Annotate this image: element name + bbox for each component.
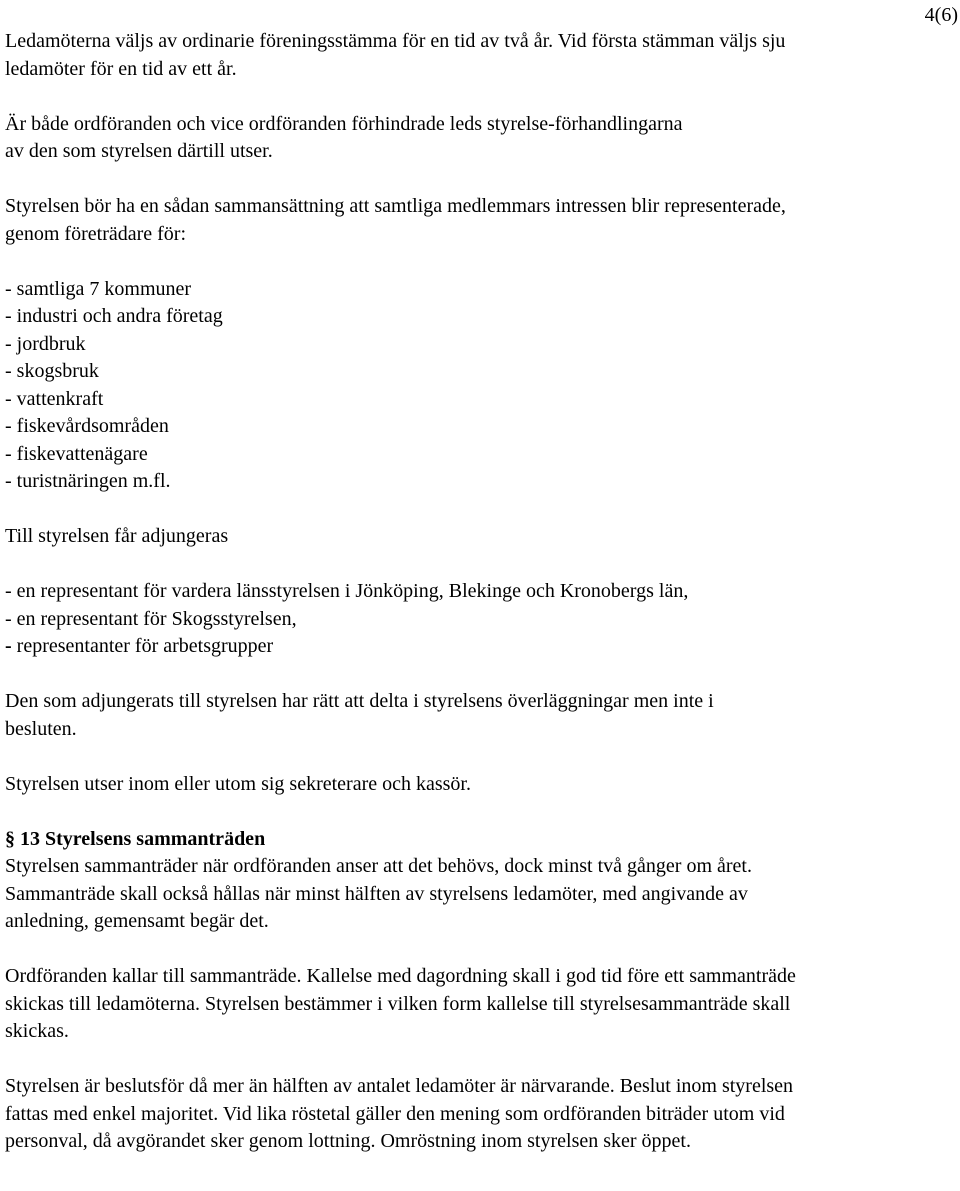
list-item: - fiskevattenägare bbox=[5, 442, 148, 465]
paragraph-adjunct-intro: Till styrelsen får adjungeras bbox=[5, 525, 229, 547]
page-number: 4(6) bbox=[924, 4, 958, 26]
list-item: - industri och andra företag bbox=[5, 305, 223, 327]
adjunct-item: - en representant för Skogsstyrelsen, bbox=[5, 607, 297, 630]
list-item: - fiskevårdsområden bbox=[5, 415, 169, 437]
section-13 bbox=[5, 826, 785, 936]
section-title: 13 Styrelsens sammanträden bbox=[20, 827, 266, 850]
paragraph-symbol: § bbox=[5, 827, 15, 850]
adjunct-item: - en representant för vardera länsstyrelsen i Jönköping, Blekinge och Kronobergs län, bbox=[5, 580, 689, 602]
paragraph-adjunct-rights: Den som adjungerats till styrelsen har rätt att delta i styrelsens överläggningar men inte i besluten. bbox=[5, 690, 714, 740]
list-item: - skogsbruk bbox=[5, 360, 99, 382]
paragraph-composition bbox=[5, 193, 885, 248]
list-item: - vattenkraft bbox=[5, 387, 104, 410]
list-item: - jordbruk bbox=[5, 332, 86, 355]
paragraph-quorum: Styrelsen är beslutsför då mer än hälften av antalet ledamöter är närvarande. Beslut inom styrelsen fattas med enkel majoritet. Vid lika röstetal gäller den mening som ordföranden biträder utom vid personval, då avgörandet sker genom lottning. Omröstning inom styrelsen sker öppet. bbox=[5, 1075, 794, 1152]
composition-intro: Styrelsen bör ha en sådan sammansättning att samtliga medlemmars intressen blir representerade, genom företrädare för: bbox=[5, 195, 786, 245]
document-body bbox=[5, 28, 885, 1183]
section-13-text: Styrelsen sammanträder när ordföranden anser att det behövs, dock minst två gånger om året. Sammanträde skall också hållas när minst hälften av styrelsens ledamöter, med angivande av anledning, gemensamt begär det. bbox=[5, 855, 752, 932]
adjunct-list bbox=[5, 578, 885, 661]
paragraph-chair-absence: Är både ordföranden och vice ordföranden förhindrade leds styrelse-förhandlingarna av den som styrelsen därtill utser. bbox=[5, 112, 683, 162]
paragraph-secretary: Styrelsen utser inom eller utom sig sekreterare och kassör. bbox=[5, 772, 471, 795]
list-item: - turistnäringen m.fl. bbox=[5, 470, 171, 492]
paragraph-term-of-office: Ledamöterna väljs av ordinarie föreningsstämma för en tid av två år. Vid första stämman väljs sju ledamöter för en tid av ett år. bbox=[5, 30, 786, 80]
adjunct-item-text: representanter för arbetsgrupper bbox=[11, 635, 274, 657]
paragraph-notice: Ordföranden kallar till sammanträde. Kallelse med dagordning skall i god tid före ett sammanträde skickas till ledamöterna. Styrelsen bestämmer i vilken form kallelse till styrelsesammanträde skall skickas. bbox=[5, 965, 796, 1042]
adjunct-dash: - bbox=[5, 635, 12, 657]
list-item: - samtliga 7 kommuner bbox=[5, 277, 192, 300]
adjunct-item bbox=[5, 633, 885, 661]
section-heading bbox=[5, 826, 785, 854]
